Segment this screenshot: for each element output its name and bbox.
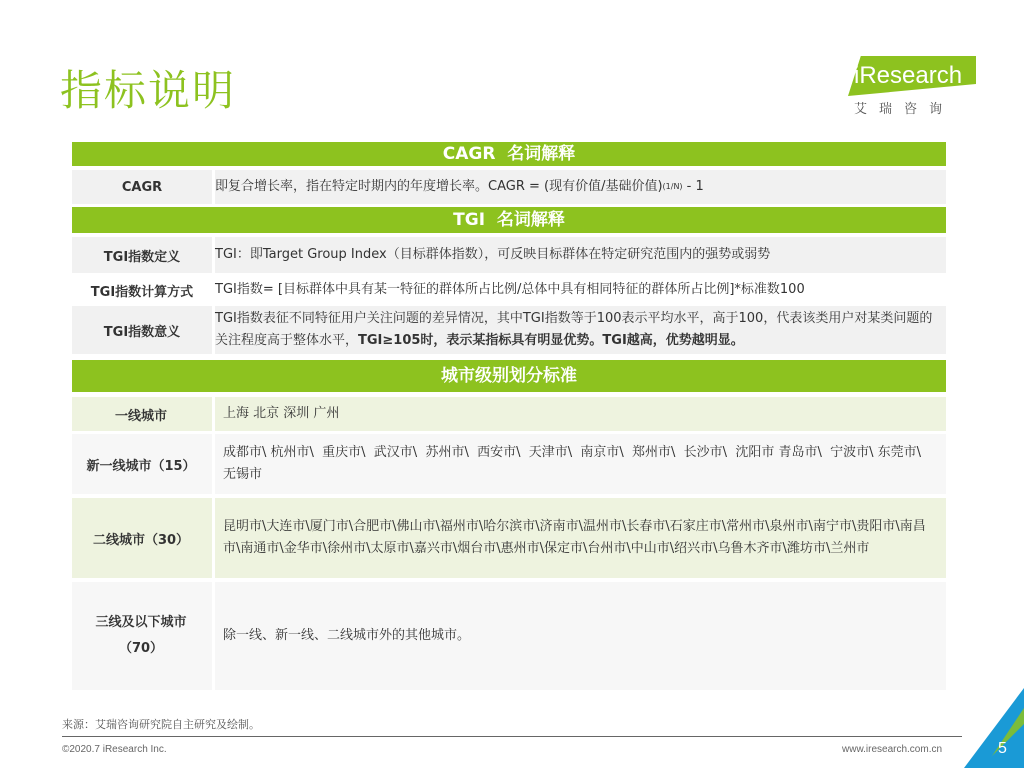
- tgi-formula-text: TGI指数= [目标群体中具有某一特征的群体所占比例/总体中具有相同特征的群体所占比例]*标准数100: [215, 282, 805, 297]
- tier3-label: 三线及以下城市（70）: [95, 615, 187, 656]
- tier3-cities: 除一线、新一线、二线城市外的其他城市。: [223, 628, 471, 643]
- tgi-section-header: [72, 207, 946, 233]
- new-tier1-label: 新一线城市（15）: [86, 458, 196, 474]
- cagr-text-tail: - 1: [682, 179, 704, 194]
- copyright: ©2020.7 iResearch Inc.: [62, 744, 167, 755]
- cagr-exponent: (1/N): [662, 182, 683, 191]
- source-note: 来源：艾瑞咨询研究院自主研究及绘制。: [62, 718, 260, 731]
- cagr-label: CAGR: [121, 179, 163, 195]
- city-row-tier1: [72, 397, 946, 431]
- iresearch-logo: [840, 52, 980, 120]
- tier1-cities: 上海 北京 深圳 广州: [223, 406, 340, 421]
- tgi-row-definition: [72, 237, 946, 273]
- tgi-row-meaning: [72, 306, 946, 354]
- cagr-definition: [215, 170, 940, 204]
- cagr-section-header: [72, 142, 946, 166]
- cagr-header-text: CAGR 名词解释: [442, 144, 576, 164]
- cagr-row: [72, 170, 946, 204]
- tier1-label: 一线城市: [114, 408, 167, 424]
- footer-divider: [62, 736, 962, 737]
- logo-wordmark: iResearch: [854, 62, 963, 89]
- tgi-definition-label: TGI指数定义: [103, 249, 181, 265]
- city-row-new-tier1: [72, 434, 946, 494]
- new-tier1-cities: 成都市\ 杭州市\ 重庆市\ 武汉市\ 苏州市\ 西安市\ 天津市\ 南京市\ 郑州市\ 长沙市\ 沈阳市 青岛市\ 宁波市\ 东莞市\ 无锡市: [223, 445, 930, 482]
- logo-subtitle: 艾瑞咨询: [854, 102, 955, 117]
- city-row-tier3: [72, 582, 946, 690]
- tgi-meaning-main: TGI指数表征不同特征用户关注问题的差异情况，其中TGI指数等于100表示平均水平，高于100，代表该类用户对某类问题的关注程度高于整体水平，: [215, 311, 933, 348]
- page-title: 指标说明: [60, 66, 237, 115]
- city-header-text: 城市级别划分标准: [441, 366, 577, 386]
- tier2-label: 二线城市（30）: [92, 532, 190, 548]
- corner-decoration: [964, 688, 1024, 768]
- tgi-header-text: TGI 名词解释: [453, 210, 565, 230]
- cagr-text: 即复合增长率，指在特定时期内的年度增长率。CAGR = (现有价值/基础价值): [215, 179, 663, 194]
- tgi-definition-text: TGI：即Target Group Index（目标群体指数），可反映目标群体在特定研究范围内的强势或弱势: [215, 247, 771, 262]
- website-url: www.iresearch.com.cn: [842, 744, 943, 755]
- tgi-meaning-text: [215, 306, 940, 356]
- tgi-meaning-emphasis: TGI≥105时，表示某指标具有明显优势。TGI越高，优势越明显。: [358, 333, 744, 348]
- tgi-formula-label: TGI指数计算方式: [90, 284, 194, 300]
- tgi-meaning-label: TGI指数意义: [103, 324, 181, 340]
- tgi-row-formula: [72, 276, 946, 304]
- page-number: 5: [998, 740, 1007, 757]
- tier2-cities: 昆明市\大连市\厦门市\合肥市\佛山市\福州市\哈尔滨市\济南市\温州市\长春市\石家庄市\常州市\泉州市\南宁市\贵阳市\南昌市\南通市\金华市\徐州市\太原市\嘉兴市\烟台市\惠州市\保定市\台州市\中山市\绍兴市\乌鲁木齐市\潍坊市\兰州市: [223, 519, 926, 556]
- city-section-header: [72, 360, 946, 392]
- city-row-tier2: [72, 498, 946, 578]
